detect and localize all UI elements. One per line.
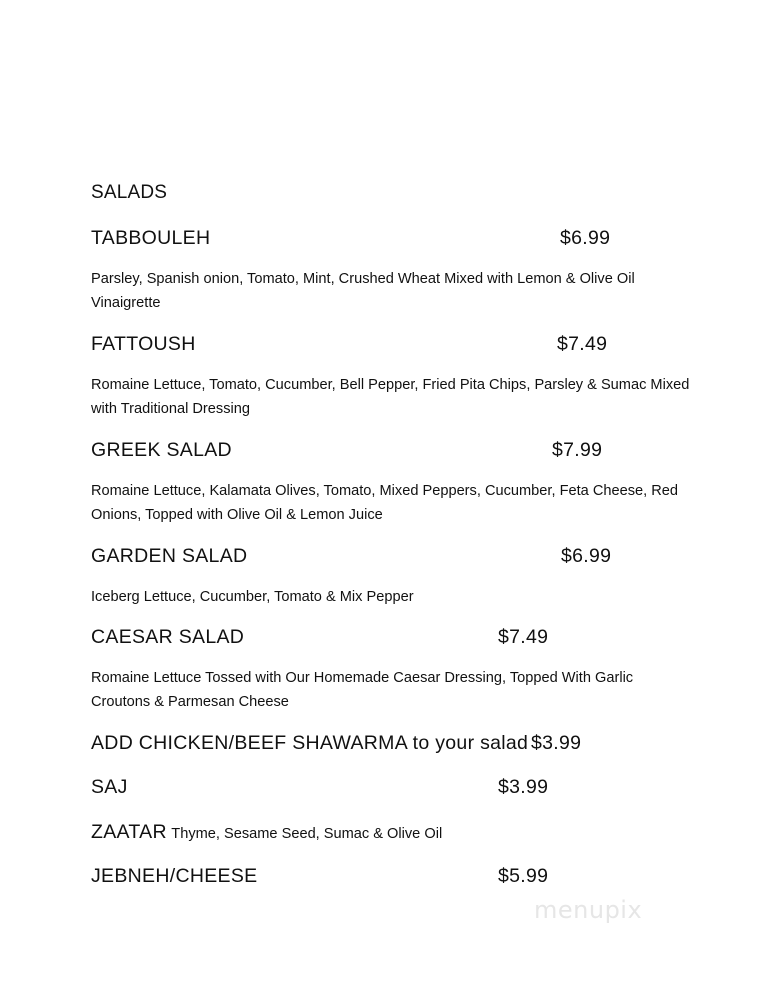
menupix-watermark [534, 896, 684, 932]
addon-shawarma-label: ADD CHICKEN/BEEF SHAWARMA to your salad [91, 732, 529, 754]
saj-zaatar-description: Thyme, Sesame Seed, Sumac & Olive Oil [171, 826, 443, 842]
item-name-caesar-salad: CAESAR SALAD [91, 626, 245, 648]
item-price-caesar-salad: $7.49 [498, 626, 549, 648]
item-description-caesar-salad: Romaine Lettuce Tossed with Our Homemade Caesar Dressing, Topped With Garlic Croutons & Parmesan Cheese [91, 670, 634, 710]
item-description-garden-salad: Iceberg Lettuce, Cucumber, Tomato & Mix Pepper [91, 589, 414, 605]
item-price-garden-salad: $6.99 [561, 545, 612, 567]
item-name-garden-salad: GARDEN SALAD [91, 545, 248, 567]
item-description-fattoush: Romaine Lettuce, Tomato, Cucumber, Bell Pepper, Fried Pita Chips, Parsley & Sumac Mixed with Traditional Dressing [91, 377, 690, 417]
item-price-greek-salad: $7.99 [552, 439, 603, 461]
item-name-fattoush: FATTOUSH [91, 333, 196, 355]
addon-shawarma-price: $3.99 [531, 732, 582, 754]
item-name-saj: SAJ [91, 776, 128, 798]
item-description-tabbouleh: Parsley, Spanish onion, Tomato, Mint, Crushed Wheat Mixed with Lemon & Olive Oil Vinaigrette [91, 271, 635, 311]
saj-zaatar-line [91, 821, 442, 844]
item-price-saj: $3.99 [498, 776, 549, 798]
saj-zaatar-name: ZAATAR [91, 821, 167, 843]
item-name-jebneh-cheese: JEBNEH/CHEESE [91, 865, 258, 887]
item-name-greek-salad: GREEK SALAD [91, 439, 232, 461]
item-price-jebneh-cheese: $5.99 [498, 865, 549, 887]
watermark-text: menupix [534, 896, 643, 924]
item-price-fattoush: $7.49 [557, 333, 608, 355]
item-name-tabbouleh: TABBOULEH [91, 227, 211, 249]
section-title-salads: SALADS [91, 182, 168, 203]
item-price-tabbouleh: $6.99 [560, 227, 611, 249]
item-description-greek-salad: Romaine Lettuce, Kalamata Olives, Tomato, Mixed Peppers, Cucumber, Feta Cheese, Red Onions, Topped with Olive Oil & Lemon Juice [91, 483, 679, 523]
